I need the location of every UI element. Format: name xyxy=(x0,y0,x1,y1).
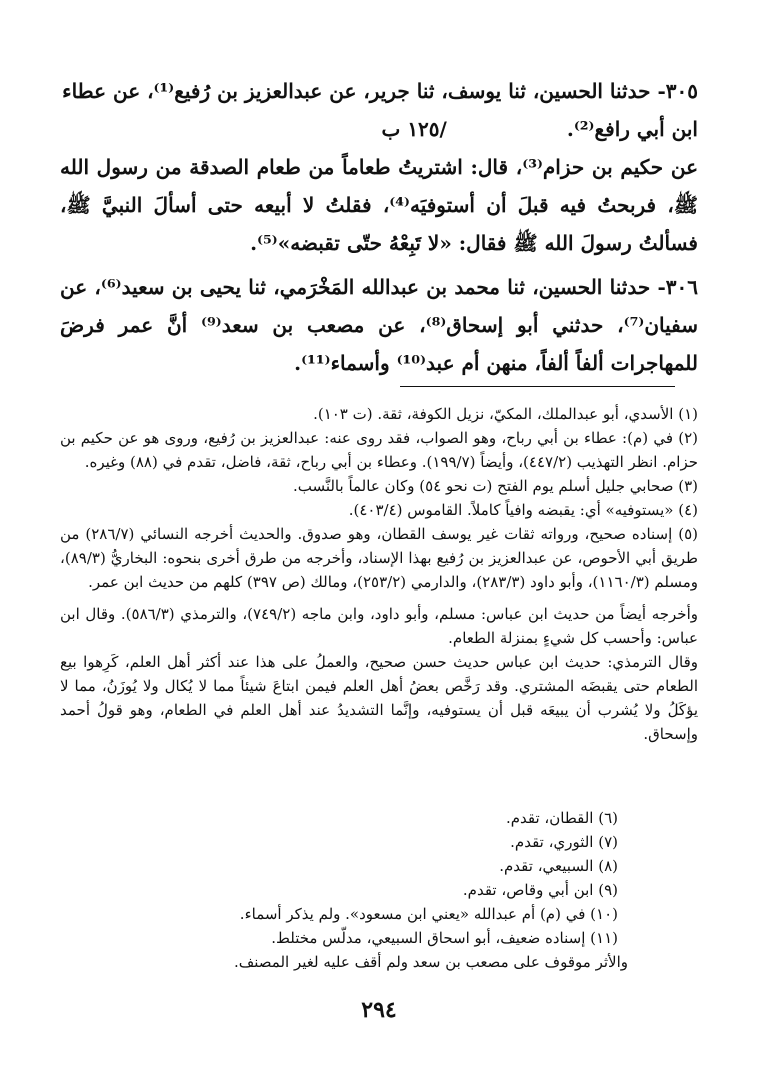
hadith-305-narrator: ابن أبي رافع⁽²⁾. xyxy=(566,117,698,141)
footnotes xyxy=(60,402,698,746)
footnote-5: (٥) إسناده صحيح، ورواته ثقات غير يوسف القطان، وهو صدوق. والحديث أخرجه النسائي (٢٨٦/٧) من طريق أبي الأحوص، عن عبدالعزيز بن رُفيع بهذا الإسناد، وأخرجه من طرق أخرى بنحوه: البخاريُّ (٨٩/٣)، ومسلم (١١٦٠/٣)، وأبو داود (٢٨٣/٣)، والدارمي (٢٥٣/٢)، ومالك (ص ٣٩٧) كلهم من حديث ابن عمر. xyxy=(60,525,698,591)
footnotes-continued xyxy=(60,806,688,974)
hadith-305-body: عن حكيم بن حزام⁽³⁾، قال: اشتريتُ طعاماً من طعام الصدقة من رسول الله ﷺ، فربحتُ فيه قبلَ أن أستوفيَه⁽⁴⁾، فقلتُ لا أبيعه حتى أسألَ النبيَّ ﷺ، فسألتُ رسولَ الله ﷺ فقال: «لا تَبِعْهُ حتّى تقبضه»⁽⁵⁾. xyxy=(60,155,699,255)
footnote-5-cont-2: وقال الترمذي: حديث ابن عباس حديث حسن صحيح، والعملُ على هذا عند أكثر أهل العلم، كَرِهوا بيع الطعام حتى يقبضَه المشتري. وقد رَخَّص بعضُ أهل العلم فيمن ابتاعَ شيئاً مما لا يُكال ولا يُوزَنُ، مما لا يؤكَلُ ولا يُشرب أن يبيعَه قبل أن يستوفيه، وإنَّما التشديدُ عند أهل العلم في الطعام، وهو قولُ أحمد وإسحاق. xyxy=(60,653,698,743)
footnote-11-cont: والأثر موقوف على مصعب بن سعد ولم أقف عليه لغير المصنف. xyxy=(233,953,628,971)
page-number: ٢٩٤ xyxy=(361,997,397,1023)
footnote-7: (٧) الثوري، تقدم. xyxy=(510,833,618,851)
footnote-6: (٦) القطان، تقدم. xyxy=(505,809,618,827)
footnote-divider xyxy=(400,386,675,387)
footnote-5-cont-1: وأخرجه أيضاً من حديث ابن عباس: مسلم، وأبو داود، وابن ماجه (٧٤٩/٢)، والترمذي (٥٨٦/٣). وقال ابن عباس: وأحسب كل شيءٍ بمنزلة الطعام. xyxy=(60,605,698,647)
hadith-306: ٣٠٦- حدثنا الحسين، ثنا محمد بن عبدالله المَخْرَمي، ثنا يحيى بن سعيد⁽⁶⁾، عن سفيان⁽⁷⁾، حدثني أبو إسحاق⁽⁸⁾، عن مصعب بن سعد⁽⁹⁾ أنَّ عمر فرضَ للمهاجرات ألفاً ألفاً، منهن أم عبد⁽¹⁰⁾ وأسماء⁽¹¹⁾. xyxy=(60,275,699,375)
footnote-2: (٢) في (م): عطاء بن أبي رباح، وهو الصواب، فقد روى عنه: عبدالعزيز بن رُفيع، وروى هو عن حكيم بن حزام. انظر التهذيب (٤٤٧/٢)، وأيضاً (١٩٩/٧). وعطاء بن أبي رباح، ثقة، فاضل، تقدم في (٨٨) وغيره. xyxy=(60,429,698,471)
main-text xyxy=(60,72,698,382)
footnote-1: (١) الأسدي، أبو عبدالملك، المكيّ، نزيل الكوفة، ثقة. (ت ١٠٣). xyxy=(313,405,698,423)
footnote-10: (١٠) في (م) أم عبدالله «يعني ابن مسعود». ولم يذكر أسماء. xyxy=(239,905,618,923)
hadith-305-line2 xyxy=(60,110,698,148)
folio-marker: /١٢٥ ب xyxy=(381,117,447,141)
footnote-3: (٣) صحابي جليل أسلم يوم الفتح (ت نحو ٥٤) وكان عالماً بالنَّسب. xyxy=(292,477,698,495)
footnote-9: (٩) ابن أبي وقاص، تقدم. xyxy=(462,881,618,899)
footnote-8: (٨) السبيعي، تقدم. xyxy=(499,857,618,875)
footnote-11: (١١) إسناده ضعيف، أبو اسحاق السبيعي، مدلّس مختلط. xyxy=(271,929,618,947)
hadith-305-line1: ٣٠٥- حدثنا الحسين، ثنا يوسف، ثنا جرير، عن عبدالعزيز بن رُفيع⁽¹⁾، عن عطاء xyxy=(62,79,698,103)
footnote-4: (٤) «يستوفيه» أي: يقبضه وافياً كاملاً. القاموس (٤٠٣/٤). xyxy=(348,501,698,519)
